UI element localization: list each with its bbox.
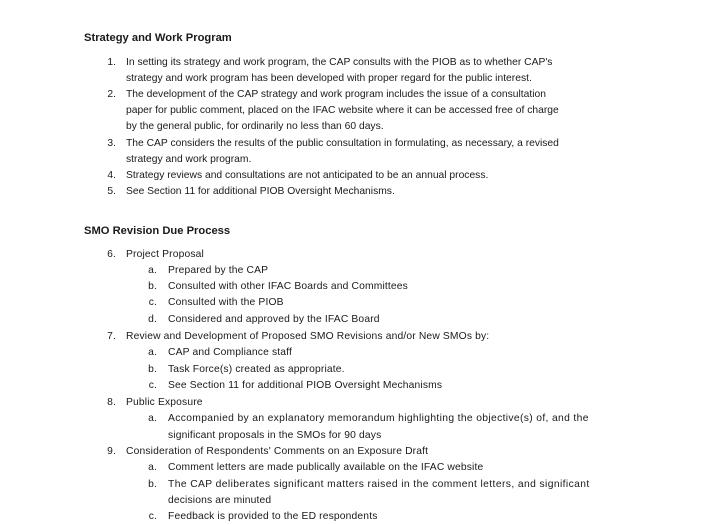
sub-item-letter: a. xyxy=(148,413,157,424)
sub-item-text: Accompanied by an explanatory memorandum highlighting the objective(s) of, and the xyxy=(168,413,589,424)
sub-item-letter: a. xyxy=(148,462,157,473)
item-text-line: strategy and work program. xyxy=(126,154,252,165)
sub-item-text: Consulted with other IFAC Boards and Committees xyxy=(168,281,408,292)
item-text-line: In setting its strategy and work program, the CAP consults with the PIOB as to whether CAP's xyxy=(126,57,553,68)
item-number: 7. xyxy=(107,331,116,342)
item-text-line: The CAP considers the results of the public consultation in formulating, as necessary, a revised xyxy=(126,138,559,149)
item-number: 8. xyxy=(107,397,116,408)
item-number: 9. xyxy=(107,446,116,457)
item-number: 2. xyxy=(107,89,116,100)
sub-item-letter: b. xyxy=(148,479,157,490)
sub-item-text: decisions are minuted xyxy=(168,495,272,506)
sub-item-letter: a. xyxy=(148,347,157,358)
item-number: 1. xyxy=(107,57,116,68)
sub-item-letter: c. xyxy=(148,297,157,308)
sub-item-text: Prepared by the CAP xyxy=(168,265,269,276)
item-label: Review and Development of Proposed SMO Revisions and/or New SMOs by: xyxy=(126,331,490,342)
item-text-line: paper for public comment, placed on the IFAC website where it can be accessed free of charge xyxy=(126,105,559,116)
item-number: 6. xyxy=(107,249,116,260)
sub-item-text: significant proposals in the SMOs for 90 days xyxy=(168,430,382,441)
item-text-line: The development of the CAP strategy and work program includes the issue of a consultation xyxy=(126,89,546,100)
sub-item-letter: c. xyxy=(148,511,157,522)
item-label: Public Exposure xyxy=(126,397,203,408)
sub-item-text: The CAP deliberates significant matters raised in the comment letters, and significant xyxy=(168,479,590,490)
sub-item-letter: b. xyxy=(148,281,157,292)
item-text-line: See Section 11 for additional PIOB Oversight Mechanisms. xyxy=(126,186,395,197)
item-text-line: strategy and work program has been developed with proper regard for the public interest. xyxy=(126,73,532,84)
sub-item-text: See Section 11 for additional PIOB Oversight Mechanisms xyxy=(168,380,443,391)
item-number: 4. xyxy=(107,170,116,181)
sub-item-letter: d. xyxy=(148,314,157,325)
item-text-line: by the general public, for ordinarily no less than 60 days. xyxy=(126,121,384,132)
sub-item-text: CAP and Compliance staff xyxy=(168,347,292,358)
item-number: 3. xyxy=(107,138,116,149)
item-label: Consideration of Respondents' Comments on an Exposure Draft xyxy=(126,446,429,457)
sub-item-text: Comment letters are made publically available on the IFAC website xyxy=(168,462,484,473)
sub-item-letter: c. xyxy=(148,380,157,391)
sub-item-letter: b. xyxy=(148,364,157,375)
sub-item-text: Consulted with the PIOB xyxy=(168,297,284,308)
sub-item-letter: a. xyxy=(148,265,157,276)
sub-item-text: Task Force(s) created as appropriate. xyxy=(168,364,345,375)
sub-item-text: Considered and approved by the IFAC Board xyxy=(168,314,380,325)
sub-item-text: Feedback is provided to the ED respondents xyxy=(168,511,378,522)
item-label: Project Proposal xyxy=(126,249,204,260)
item-number: 5. xyxy=(107,186,116,197)
section-heading-smo-revision: SMO Revision Due Process xyxy=(84,225,231,237)
section-heading-strategy: Strategy and Work Program xyxy=(84,32,232,44)
item-text-line: Strategy reviews and consultations are not anticipated to be an annual process. xyxy=(126,170,489,181)
